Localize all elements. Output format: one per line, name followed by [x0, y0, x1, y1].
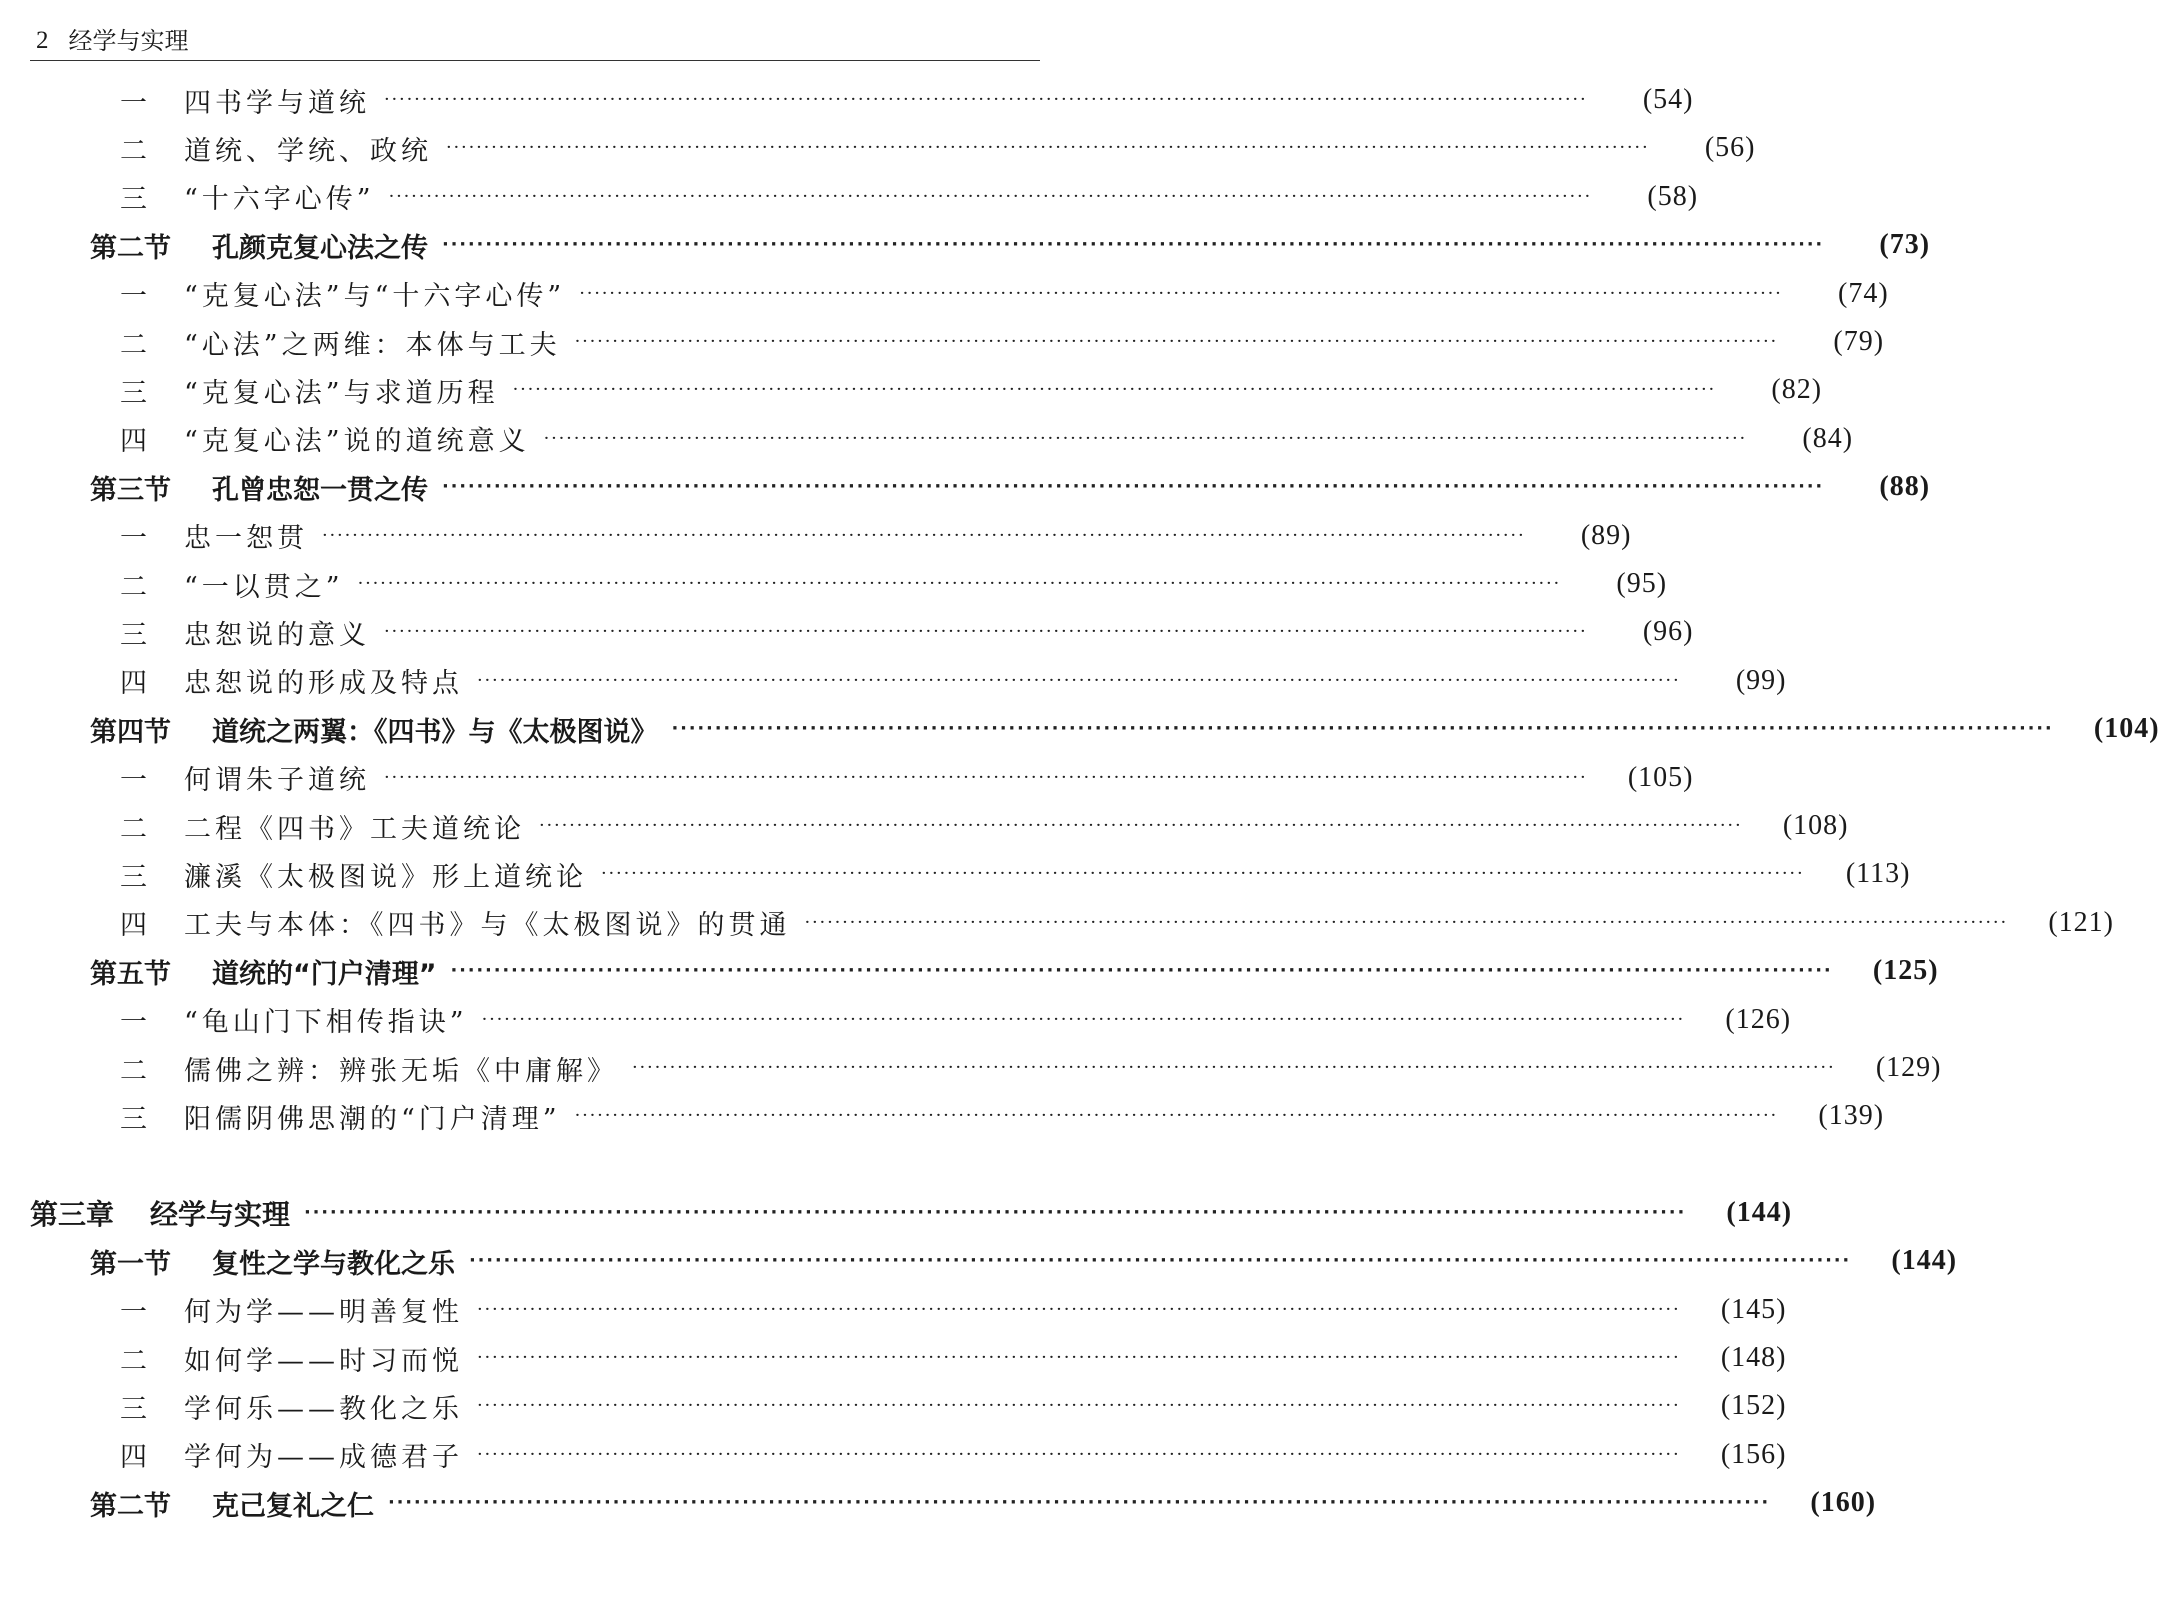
- toc-entry-number: 三: [120, 1103, 149, 1135]
- toc-entry-title: 克己复礼之仁: [212, 1490, 374, 1522]
- toc-entry-title: 工夫与本体：《四书》与《太极图说》的贯通: [184, 910, 791, 942]
- toc-page-number: (74): [1838, 277, 1889, 309]
- toc-item-row[interactable]: [0, 366, 1823, 414]
- toc-page-number: (125): [1872, 955, 1939, 987]
- dot-leader: ································································································································································: [477, 1298, 1681, 1320]
- toc-item-row[interactable]: [0, 415, 1854, 463]
- toc-item-row[interactable]: [0, 124, 1756, 172]
- toc-page-number: (88): [1879, 471, 1931, 503]
- toc-page-number: (126): [1725, 1003, 1792, 1035]
- toc-page-number: (95): [1616, 568, 1668, 599]
- toc-entry-title: 复性之学与教化之乐: [212, 1248, 455, 1280]
- toc-entry-title: 儒佛之辨：辨张无垢《中庸解》: [184, 1055, 618, 1087]
- dot-leader: ································································································································································: [477, 1395, 1681, 1417]
- dot-leader: ································································································································································: [804, 911, 2008, 933]
- toc-entry-title: 忠恕说的形成及特点: [184, 668, 463, 700]
- toc-entry-number: 二: [120, 135, 149, 167]
- toc-entry-title: 何谓朱子道统: [184, 765, 370, 797]
- toc-item-row[interactable]: [0, 318, 1885, 366]
- toc-item-row[interactable]: [0, 1044, 1942, 1092]
- toc-entry-title: 孔曾忠恕一贯之传: [212, 474, 428, 506]
- toc-entry-title: “心法”之两维：本体与工夫: [184, 329, 561, 361]
- toc-entry-title: 阳儒阴佛思潮的“门户清理”: [184, 1103, 561, 1135]
- toc-entry-title: 道统之两翼：《四书》与《太极图说》: [212, 716, 658, 748]
- toc-page-number: (145): [1720, 1293, 1787, 1325]
- toc-entry-number: 二: [120, 571, 149, 603]
- toc-entry-number: 三: [120, 1393, 149, 1425]
- toc-page-number: (56): [1704, 132, 1756, 164]
- toc-page-number: (79): [1833, 326, 1885, 357]
- toc-entry-title: 经学与实理: [150, 1197, 291, 1231]
- toc-entry-number: 三: [120, 861, 149, 893]
- toc-entry-number: 三: [120, 619, 149, 651]
- toc-entry-title: “龟山门下相传指诀”: [184, 1007, 468, 1039]
- toc-entry-number: 一: [120, 765, 149, 797]
- toc-entry-number: 一: [120, 1297, 149, 1329]
- dot-leader: ································································································································································: [442, 476, 1825, 498]
- toc-entry-number: 第五节: [90, 958, 171, 990]
- toc-page-number: (84): [1802, 422, 1854, 454]
- toc-page-number: (82): [1771, 374, 1823, 406]
- dot-leader: ································································································································································: [671, 718, 2054, 740]
- toc-page-number: (96): [1642, 616, 1694, 648]
- dot-leader: ································································································································································: [388, 185, 1593, 207]
- toc-entry-number: 二: [120, 329, 149, 361]
- dot-leader: ································································································································································: [442, 234, 1825, 256]
- dot-leader: ································································································································································: [477, 1347, 1681, 1368]
- dot-leader: ································································································································································: [446, 137, 1650, 159]
- toc-page-number: (108): [1782, 810, 1849, 841]
- dot-leader: ································································································································································: [481, 1008, 1686, 1030]
- toc-page-number: (139): [1818, 1100, 1885, 1132]
- toc-entry-number: 一: [120, 281, 149, 313]
- toc-entry-number: 三: [120, 184, 149, 216]
- toc-item-row[interactable]: [0, 899, 2114, 947]
- toc-entry-number: 一: [120, 523, 149, 555]
- toc-entry-number: 二: [120, 1055, 149, 1087]
- toc-entry-title: 忠恕说的意义: [184, 619, 370, 651]
- toc-entry-number: 第二节: [90, 232, 171, 264]
- running-header: [30, 24, 1040, 61]
- toc-item-row[interactable]: [0, 657, 1787, 705]
- toc-entry-title: “十六字心传”: [184, 184, 375, 216]
- toc-section-row[interactable]: [0, 947, 1939, 995]
- toc-entry-title: “克复心法”与“十六字心传”: [184, 281, 566, 313]
- dot-leader: ································································································································································: [601, 863, 1805, 885]
- dot-leader: ································································································································································: [450, 960, 1833, 982]
- toc-item-row[interactable]: [0, 1286, 1787, 1334]
- toc-section-row[interactable]: [0, 1237, 1958, 1285]
- toc-item-row[interactable]: [0, 560, 1668, 608]
- page-number: 2: [36, 27, 49, 54]
- toc-entry-title: 学何乐——教化之乐: [184, 1393, 463, 1425]
- dot-leader: ································································································································································: [384, 621, 1588, 643]
- toc-entry-number: 四: [120, 426, 149, 458]
- toc-item-row[interactable]: [0, 512, 1632, 560]
- toc-entry-title: 如何学——时习而悦: [184, 1345, 463, 1377]
- toc-page-number: (58): [1647, 180, 1699, 212]
- dot-leader: ································································································································································: [304, 1201, 1687, 1223]
- toc-page-number: (160): [1810, 1487, 1877, 1519]
- dot-leader: ································································································································································: [477, 1443, 1681, 1465]
- toc-entry-number: 二: [120, 813, 149, 845]
- dot-leader: ································································································································································: [322, 524, 1526, 546]
- toc-page-number: (129): [1875, 1052, 1942, 1083]
- toc-entry-title: 忠一恕贯: [184, 523, 308, 555]
- toc-section-row[interactable]: [0, 221, 1931, 269]
- toc-entry-title: 何为学——明善复性: [184, 1297, 463, 1329]
- toc-item-row[interactable]: [0, 1431, 1787, 1479]
- toc-page-number: (105): [1627, 761, 1694, 793]
- toc-item-row[interactable]: [0, 754, 1694, 802]
- toc-entry-title: 学何为——成德君子: [184, 1442, 463, 1474]
- toc-section-row[interactable]: [0, 705, 2160, 753]
- dot-leader: ································································································································································: [512, 379, 1717, 401]
- toc-item-row[interactable]: [0, 270, 1889, 318]
- toc-chapter-row[interactable]: [0, 1189, 1793, 1237]
- toc-page-number: (89): [1580, 519, 1632, 551]
- dot-leader: ································································································································································: [539, 815, 1743, 836]
- toc-entry-number: 三: [120, 377, 149, 409]
- toc-entry-title: 四书学与道统: [184, 87, 370, 119]
- toc-entry-number: 四: [120, 910, 149, 942]
- toc-entry-number: 一: [120, 1007, 149, 1039]
- toc-entry-number: 第三节: [90, 474, 171, 506]
- toc-page-number: (113): [1845, 858, 1911, 890]
- toc-section-row[interactable]: [0, 1479, 1877, 1527]
- toc-item-row[interactable]: [0, 1382, 1787, 1430]
- toc-entry-number: 一: [120, 87, 149, 119]
- toc-entry-title: “克复心法”与求道历程: [184, 377, 499, 409]
- toc-entry-title: 濂溪《太极图说》形上道统论: [184, 861, 587, 893]
- toc-item-row[interactable]: [0, 1334, 1787, 1382]
- toc-page-number: (148): [1720, 1342, 1787, 1373]
- toc-page-number: (144): [1726, 1196, 1793, 1228]
- book-title: 经学与实理: [68, 27, 189, 55]
- toc-item-row[interactable]: [0, 1092, 1885, 1140]
- toc-entry-number: 二: [120, 1345, 149, 1377]
- toc-entry-number: 第二节: [90, 1490, 171, 1522]
- toc-item-row[interactable]: [0, 802, 1849, 850]
- toc-page-number: (99): [1735, 664, 1787, 696]
- toc-page-number: (121): [2048, 906, 2114, 938]
- dot-leader: ································································································································································: [574, 1105, 1779, 1127]
- dot-leader: ································································································································································: [574, 331, 1779, 352]
- toc-page-number: (156): [1720, 1438, 1787, 1470]
- toc-item-row[interactable]: [0, 850, 1911, 898]
- toc-entry-title: 孔颜克复心法之传: [212, 232, 428, 264]
- toc-section-row[interactable]: [0, 463, 1931, 511]
- dot-leader: ································································································································································: [469, 1250, 1852, 1272]
- toc-page-number: (104): [2093, 713, 2160, 745]
- toc-entry-title: 道统、学统、政统: [184, 135, 432, 167]
- dot-leader: ································································································································································: [579, 282, 1783, 304]
- dot-leader: ································································································································································: [384, 766, 1588, 788]
- toc-entry-number: 第四节: [90, 716, 171, 748]
- toc-page-number: (144): [1891, 1245, 1958, 1277]
- dot-leader: ································································································································································: [543, 427, 1748, 449]
- toc-item-row[interactable]: [0, 76, 1694, 124]
- toc-entry-title: “克复心法”说的道统意义: [184, 426, 530, 458]
- toc-entry-title: 道统的“门户清理”: [212, 958, 437, 990]
- toc-entry-number: 四: [120, 1442, 149, 1474]
- toc-page-number: (73): [1879, 229, 1931, 261]
- toc-entry-number: 第三章: [30, 1197, 115, 1231]
- dot-leader: ································································································································································: [384, 89, 1588, 110]
- toc-page-number: (54): [1642, 84, 1694, 115]
- toc-entry-title: “一以贯之”: [184, 571, 344, 603]
- toc-entry-title: 二程《四书》工夫道统论: [184, 813, 525, 845]
- dot-leader: ································································································································································: [388, 1492, 1771, 1514]
- toc-item-row[interactable]: [0, 608, 1694, 656]
- dot-leader: ································································································································································: [357, 573, 1562, 594]
- dot-leader: ································································································································································: [477, 669, 1681, 691]
- toc-page-number: (152): [1720, 1390, 1787, 1422]
- toc-item-row[interactable]: [0, 173, 1699, 221]
- toc-entry-number: 第一节: [90, 1248, 171, 1280]
- toc-item-row[interactable]: [0, 996, 1792, 1044]
- dot-leader: ································································································································································: [632, 1057, 1836, 1078]
- toc-entry-number: 四: [120, 668, 149, 700]
